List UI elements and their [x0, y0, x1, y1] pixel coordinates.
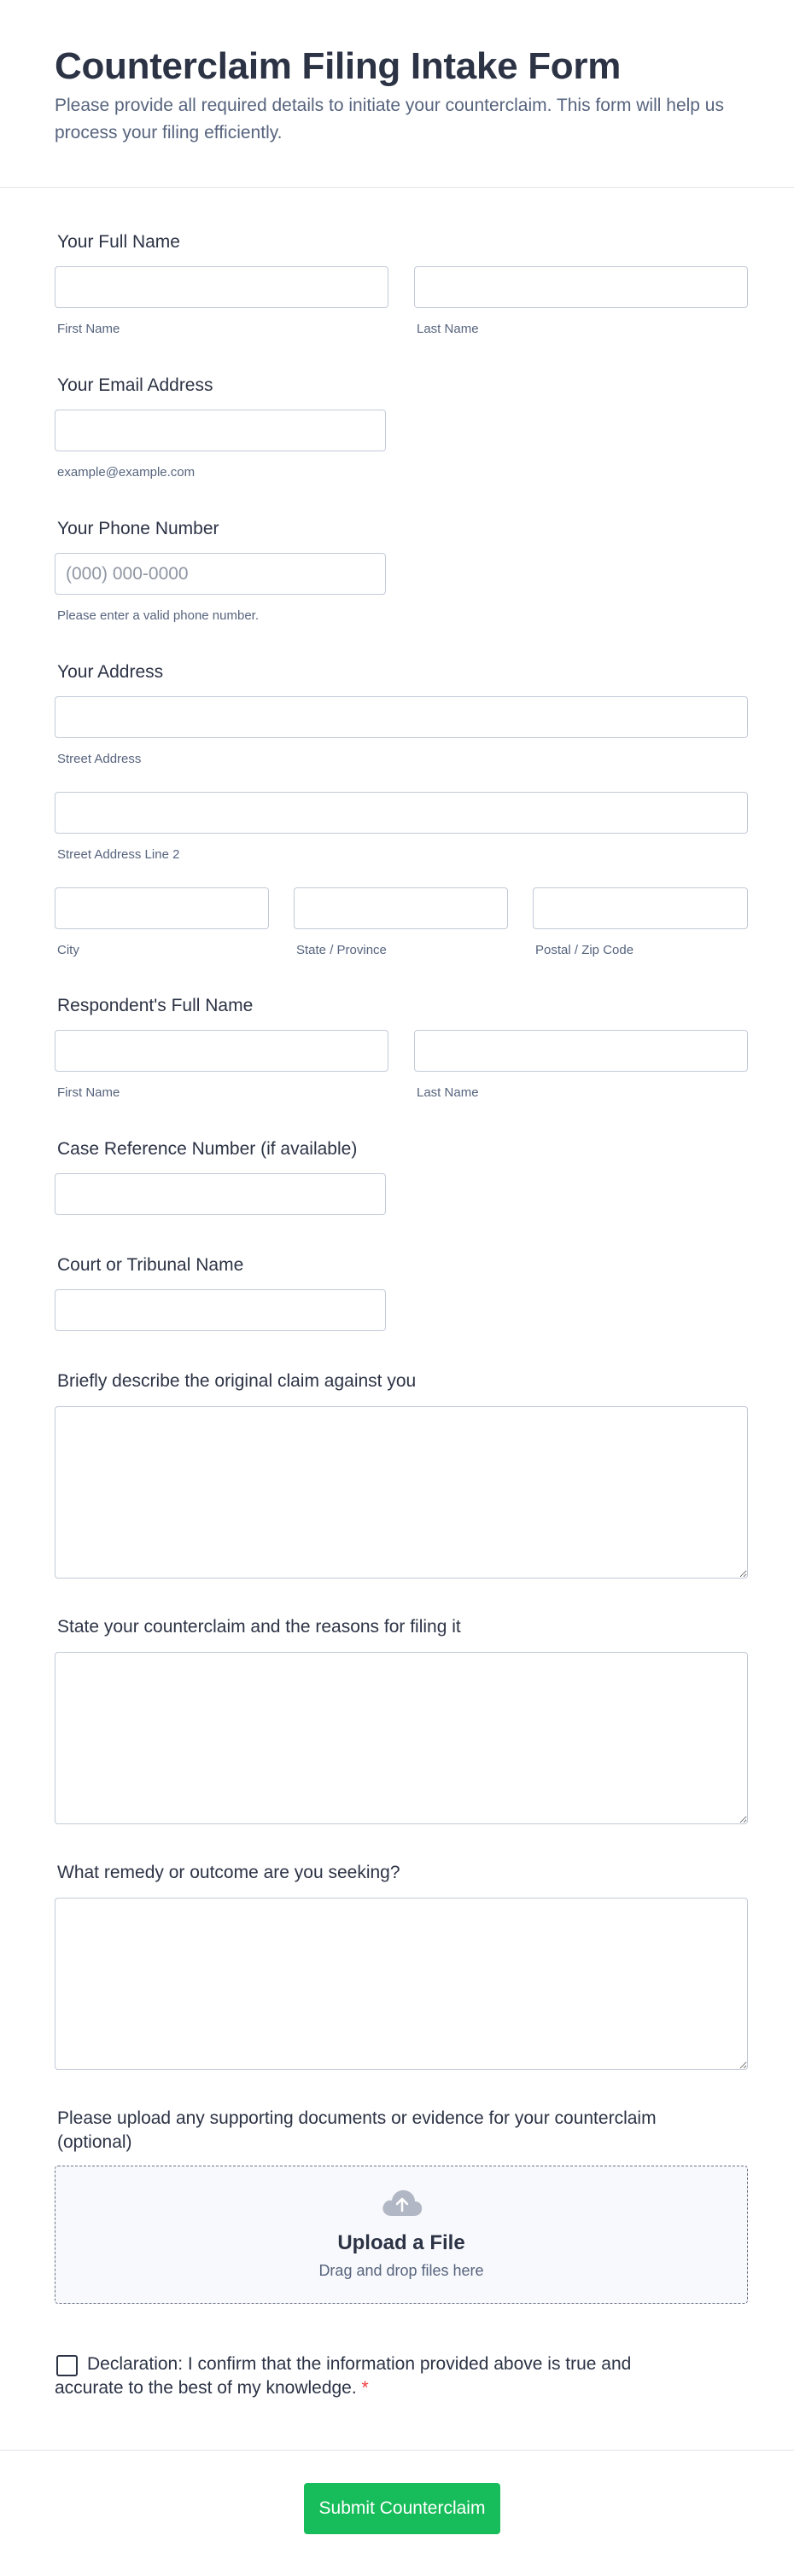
- submit-button[interactable]: Submit Counterclaim: [304, 2483, 500, 2534]
- street-address-input[interactable]: [55, 696, 748, 738]
- full-name-label: Your Full Name: [57, 232, 180, 252]
- form-title: Counterclaim Filing Intake Form: [55, 45, 622, 87]
- court-input[interactable]: [55, 1289, 386, 1331]
- email-sublabel: example@example.com: [57, 465, 196, 480]
- city-input[interactable]: [55, 887, 269, 929]
- case-ref-label: Case Reference Number (if available): [57, 1139, 358, 1159]
- remedy-textarea[interactable]: [55, 1898, 748, 2070]
- phone-sublabel: Please enter a valid phone number.: [57, 608, 259, 623]
- respondent-last-sublabel: Last Name: [417, 1085, 479, 1100]
- respondent-first-name-input[interactable]: [55, 1030, 388, 1072]
- form-header: [0, 0, 794, 188]
- phone-label: Your Phone Number: [57, 519, 219, 538]
- first-name-input[interactable]: [55, 266, 388, 308]
- last-name-sublabel: Last Name: [417, 322, 479, 336]
- respondent-name-label: Respondent's Full Name: [57, 996, 254, 1015]
- footer-divider: [0, 2450, 794, 2451]
- respondent-last-name-input[interactable]: [414, 1030, 748, 1072]
- case-ref-input[interactable]: [55, 1173, 386, 1215]
- first-name-sublabel: First Name: [57, 322, 120, 336]
- zip-sublabel: Postal / Zip Code: [535, 943, 634, 957]
- respondent-first-sublabel: First Name: [57, 1085, 120, 1100]
- required-mark: *: [361, 2378, 369, 2398]
- state-sublabel: State / Province: [296, 943, 387, 957]
- phone-input[interactable]: [55, 553, 386, 595]
- street-address-sublabel: Street Address: [57, 752, 142, 766]
- counterclaim-label: State your counterclaim and the reasons for filing it: [57, 1617, 461, 1637]
- upload-hint: Drag and drop files here: [318, 2262, 484, 2279]
- city-sublabel: City: [57, 943, 79, 957]
- court-label: Court or Tribunal Name: [57, 1255, 244, 1275]
- last-name-input[interactable]: [414, 266, 748, 308]
- cloud-upload-icon: [380, 2187, 424, 2218]
- email-input[interactable]: [55, 410, 386, 451]
- original-claim-label: Briefly describe the original claim against you: [57, 1371, 417, 1391]
- zip-input[interactable]: [533, 887, 748, 929]
- address-label: Your Address: [57, 662, 164, 682]
- street-address-line2-input[interactable]: [55, 792, 748, 834]
- declaration-label: Declaration: I confirm that the information provided above is true and accurate to the best of my knowledge.: [55, 2354, 632, 2398]
- street-address-line2-sublabel: Street Address Line 2: [57, 847, 180, 862]
- remedy-label: What remedy or outcome are you seeking?: [57, 1863, 400, 1882]
- upload-label: Please upload any supporting documents or evidence for your counterclaim (optional): [57, 2108, 657, 2152]
- upload-title: Upload a File: [337, 2231, 465, 2254]
- email-label: Your Email Address: [57, 375, 213, 395]
- original-claim-textarea[interactable]: [55, 1406, 748, 1579]
- upload-dropzone[interactable]: [55, 2166, 748, 2304]
- form-subtitle: Please provide all required details to initiate your counterclaim. This form will help us process your filing efficiently.: [55, 96, 724, 142]
- counterclaim-textarea[interactable]: [55, 1652, 748, 1824]
- state-input[interactable]: [294, 887, 508, 929]
- declaration-text: [55, 2352, 704, 2400]
